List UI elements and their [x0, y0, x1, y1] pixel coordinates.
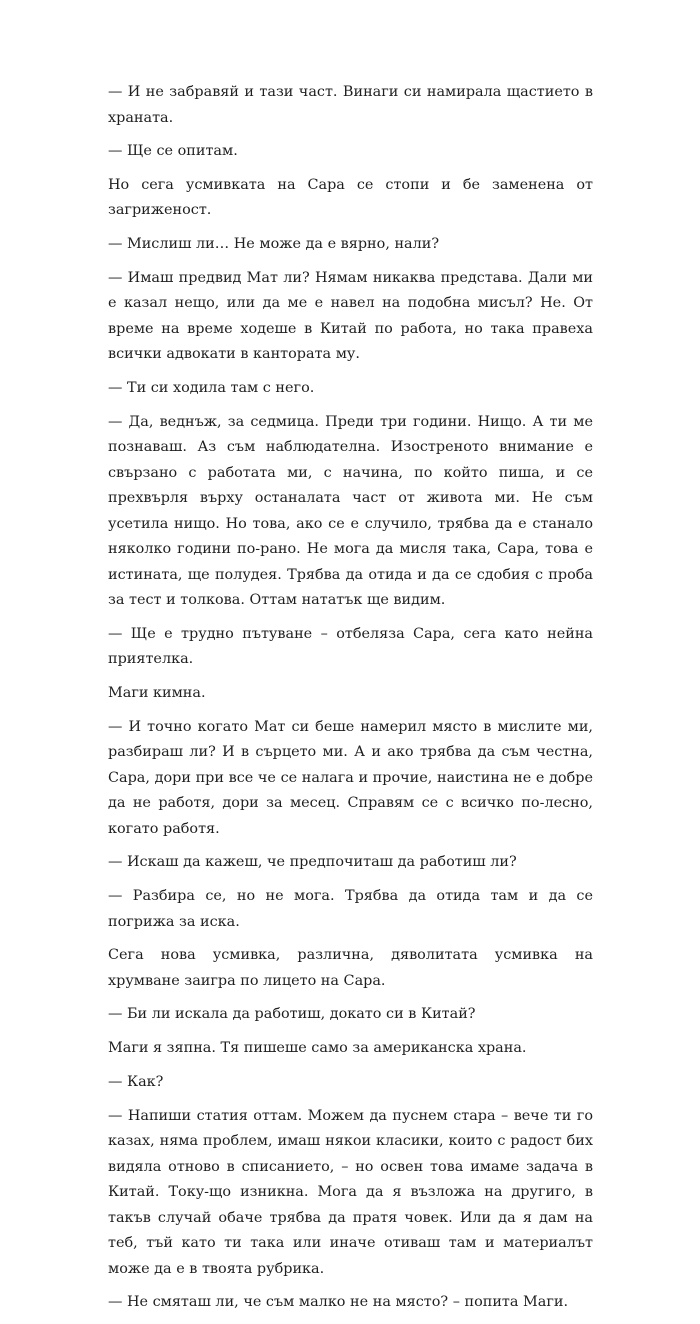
paragraph: — И не забравяй и тази част. Винаги си намирала щастието в храната.	[108, 84, 593, 126]
paragraph: Маги я зяпна. Тя пишеше само за американска храна.	[108, 1040, 527, 1057]
paragraph: — Не смяташ ли, че съм малко не на място? – попита Маги.	[108, 1294, 569, 1311]
book-page	[108, 80, 593, 1324]
paragraph: — Ти си ходила там с него.	[108, 379, 315, 396]
paragraph: — Напиши статия оттам. Можем да пуснем стара – вече ти го казах, няма проблем, имаш някои класики, които с радост бих видяла отново в списанието, – но освен това имаме задача в Китай. Току-що изникна. Мога да я възложа на другиго, в такъв случай обаче трябва да пратя човек. Или да я дам на теб, тъй като ти така или иначе отиваш там и материалът може да е в твоята рубрика.	[108, 1107, 593, 1277]
paragraph: — Как?	[108, 1073, 164, 1090]
paragraph: Сега нова усмивка, различна, дяволитата усмивка на хрумване заигра по лицето на Сара.	[108, 947, 593, 989]
paragraph: — Имаш предвид Мат ли? Нямам никаква представа. Дали ми е казал нещо, или да ме е навел на подобна мисъл? Не. От време на време ходеше в Китай по работа, но така правеха всички адвокати в кантората му.	[108, 269, 593, 363]
paragraph: — Искаш да кажеш, че предпочиташ да работиш ли?	[108, 854, 517, 871]
paragraph: — Мислиш ли… Не може да е вярно, нали?	[108, 236, 440, 253]
paragraph: Но сега усмивката на Сара се стопи и бе заменена от загриженост.	[108, 176, 593, 219]
paragraph: — Ще е трудно пътуване – отбеляза Сара, сега като нейна приятелка.	[108, 625, 593, 668]
paragraph: Маги кимна.	[108, 685, 206, 701]
paragraph: — Би ли искала да работиш, докато си в Китай?	[108, 1006, 476, 1023]
paragraph: — Ще се опитам.	[108, 143, 238, 160]
paragraph: — Разбира се, но не мога. Трябва да отида там и да се погрижа за иска.	[108, 888, 593, 930]
paragraph: — И точно когато Мат си беше намерил място в мислите ми, разбираш ли? И в сърцето ми. А и ако трябва да съм честна, Сара, дори при все че се налага и прочие, наистина не е добре да не работя, дори за месец. Справям се с всичко по-лесно, когато работя.	[108, 718, 593, 837]
paragraph: — Да, веднъж, за седмица. Преди три години. Нищо. А ти ме познаваш. Аз съм наблюдателна. Изостреното внимание е свързано с работата ми, с начина, по който пиша, и се прехвърля върху останалата част от живота ми. Не съм усетила нищо. Но това, ако се е случило, трябва да е станало няколко години по-рано. Не мога да мисля така, Сара, това е истината, ще полудея. Трябва да отида и да се сдобия с проба за тест и толкова. Оттам нататък ще видим.	[108, 413, 593, 609]
